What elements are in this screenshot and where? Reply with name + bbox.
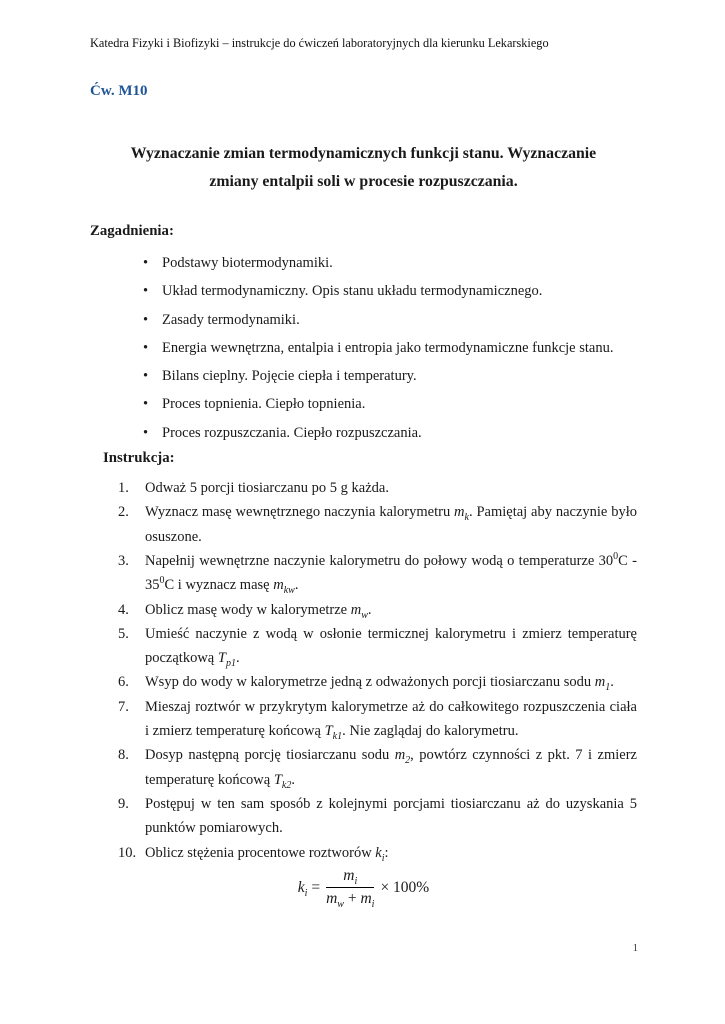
item-number: 2. <box>118 504 129 521</box>
list-item <box>90 334 637 362</box>
item-number: 8. <box>118 747 129 764</box>
formula-fraction <box>326 867 374 909</box>
instruction-text: Oblicz masę wody w kalorymetrze $m_w$. <box>145 601 372 621</box>
item-number: 6. <box>118 674 129 691</box>
list-item <box>90 362 637 390</box>
exercise-code: Ćw. M10 <box>90 83 148 99</box>
instruction-text: Dosyp następną porcję tiosiarczanu sodu $m_2$, powtórz czynności z pkt. 7 i zmierz temperaturę końcową $T_{k2}$. <box>145 747 637 791</box>
formula-numerator: $m_i$ <box>326 867 374 889</box>
list-item <box>90 695 637 744</box>
topic-text: Podstawy biotermodynamiki. <box>162 255 333 271</box>
formula-lhs: $k_i$ = <box>297 878 321 899</box>
list-item <box>90 622 637 671</box>
topic-text: Proces rozpuszczania. Ciepło rozpuszczania. <box>162 424 422 441</box>
bullet-icon: • <box>143 396 149 413</box>
formula-concentration <box>90 867 637 909</box>
topics-list <box>90 249 637 447</box>
list-item <box>90 419 637 447</box>
list-item <box>90 841 637 865</box>
instruction-text: Umieść naczynie z wodą w osłonie termicznej kalorymetru i zmierz temperaturę początkową $T_{p1}$. <box>145 625 637 670</box>
list-item <box>90 670 637 694</box>
formula-suffix: × 100% <box>380 878 430 896</box>
bullet-icon: • <box>143 255 149 271</box>
instructions-heading: Instrukcja: <box>103 450 175 467</box>
instruction-text: Wsyp do wody w kalorymetrze jedną z odważonych porcji tiosiarczanu sodu $m_1$. <box>145 674 614 694</box>
list-item <box>90 277 637 305</box>
topic-text: Proces topnienia. Ciepło topnienia. <box>162 396 366 413</box>
list-item <box>90 249 637 277</box>
list-item <box>90 743 637 792</box>
list-item <box>90 598 637 622</box>
instruction-text: Odważ 5 porcji tiosiarczanu po 5 g każda. <box>145 480 389 497</box>
title-line-1: Wyznaczanie zmian termodynamicznych funkcji stanu. Wyznaczanie <box>130 145 597 162</box>
item-number: 4. <box>118 601 129 618</box>
list-item <box>90 500 637 549</box>
topic-text: Bilans cieplny. Pojęcie ciepła i temperatury. <box>162 368 417 385</box>
item-number: 1. <box>118 480 129 497</box>
list-item <box>90 549 637 598</box>
item-number: 5. <box>118 625 129 642</box>
list-item <box>90 306 637 334</box>
topic-text: Energia wewnętrzna, entalpia i entropia jako termodynamiczne funkcje stanu. <box>162 339 614 356</box>
list-item <box>90 390 637 418</box>
page-number: 1 <box>632 943 638 954</box>
instructions-list <box>90 476 637 865</box>
topic-text: Zasady termodynamiki. <box>162 311 300 328</box>
item-number: 9. <box>118 795 129 812</box>
topic-text: Układ termodynamiczny. Opis stanu układu termodynamicznego. <box>162 283 543 300</box>
document-title <box>90 140 637 196</box>
bullet-icon: • <box>143 368 149 385</box>
bullet-icon: • <box>143 311 149 328</box>
bullet-icon: • <box>143 424 149 441</box>
instruction-text: Oblicz stężenia procentowe roztworów $k_i$: <box>145 844 389 864</box>
item-number: 10. <box>118 844 137 861</box>
document-header: Katedra Fizyki i Biofizyki – instrukcje do ćwiczeń laboratoryjnych dla kierunku Lekarskiego <box>90 36 549 50</box>
item-number: 7. <box>118 698 129 715</box>
list-item <box>90 792 637 841</box>
item-number: 3. <box>118 552 129 569</box>
topics-heading: Zagadnienia: <box>90 223 174 239</box>
bullet-icon: • <box>143 339 149 356</box>
instruction-text: Wyznacz masę wewnętrznego naczynia kalorymetru $m_k$. Pamiętaj aby naczynie było osuszone. <box>145 504 637 545</box>
instruction-text: Napełnij wewnętrzne naczynie kalorymetru do połowy wodą o temperaturze $30^0C - 35^0C$ i wyznacz masę $m_{kw}$. <box>145 551 638 597</box>
list-item <box>90 476 637 500</box>
instruction-text: Mieszaj roztwór w przykrytym kalorymetrze aż do całkowitego rozpuszczenia ciała i zmierz temperaturę końcową $T_{k1}$. Nie zaglądaj do kalorymetru. <box>145 698 637 742</box>
formula-denominator: $m_w + m_i$ <box>326 890 375 911</box>
title-line-2: zmiany entalpii soli w procesie rozpuszczania. <box>209 173 518 190</box>
bullet-icon: • <box>143 283 149 300</box>
instruction-text: Postępuj w ten sam sposób z kolejnymi porcjami tiosiarczanu aż do uzyskania 5 punktów pomiarowych. <box>145 795 637 837</box>
